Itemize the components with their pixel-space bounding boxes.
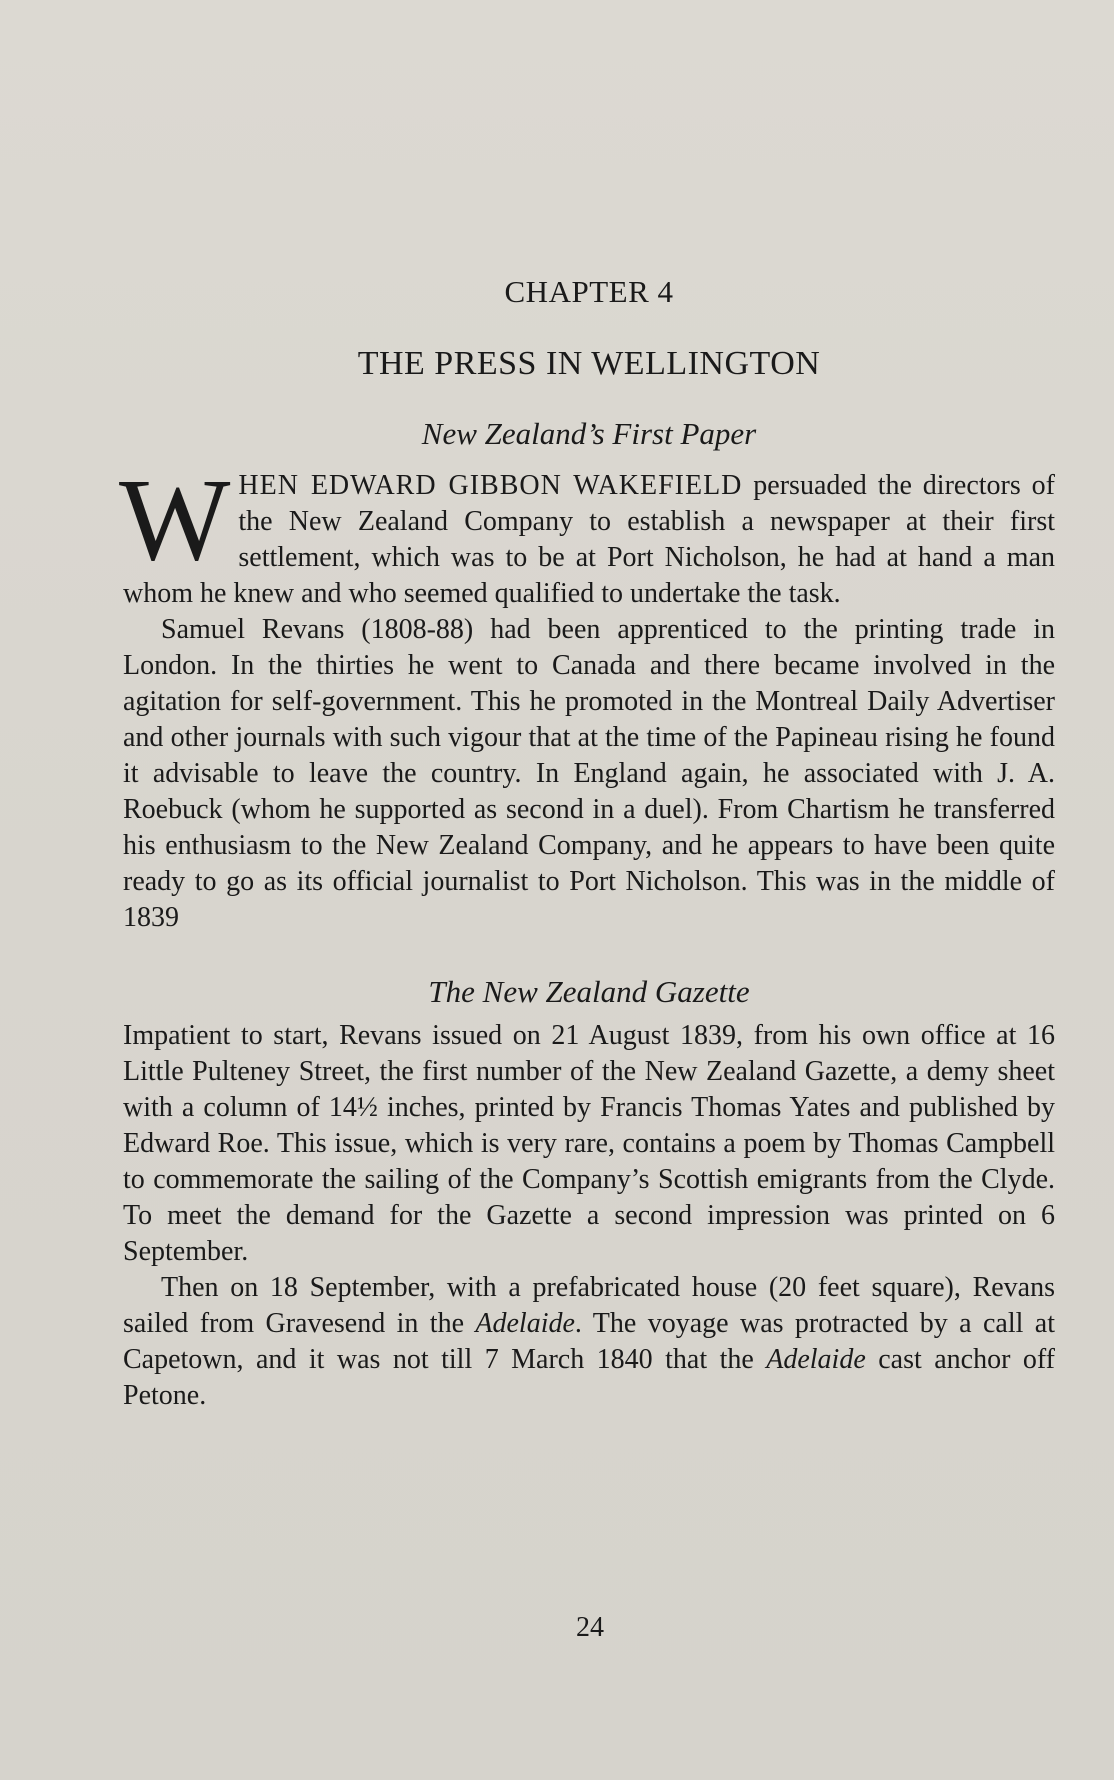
chapter-title: THE PRESS IN WELLINGTON [357, 345, 821, 382]
paragraph-voyage [123, 1270, 1055, 1414]
paragraph-text: persuaded the directors of the New Zealand Company to establish a newspaper at their first settlement, which was to be at Port Nicholson, he had at hand a man whom he knew and who seemed qualified to undertake the task. [123, 470, 1055, 609]
drop-cap: W [119, 454, 231, 585]
section-heading-first-paper: New Zealand’s First Paper [421, 416, 757, 451]
page-number: 24 [576, 1612, 604, 1643]
ship-name: Adelaide [475, 1308, 575, 1339]
paragraph-text: Then on 18 September, with a prefabricated house (20 feet square), Revans sailed from Gravesend in the [123, 1272, 1055, 1339]
chapter-number: CHAPTER 4 [504, 274, 674, 309]
section-heading-gazette: The New Zealand Gazette [428, 974, 750, 1009]
text-column [119, 270, 1056, 1414]
ship-name: Adelaide [766, 1344, 866, 1375]
paragraph-wakefield [119, 454, 1055, 612]
paragraph-text: . The voyage was protracted by a call at Capetown, and it was not till 7 March 1840 that the [123, 1308, 1055, 1375]
paragraph-text: cast anchor off Petone. [123, 1344, 1056, 1411]
paragraph-revans: Samuel Revans (1808-88) had been apprenticed to the printing trade in London. In the thirties he went to Canada and there became involved in the agitation for self-government. This he promoted in the Montreal Daily Advertiser and other journals with such vigour that at the time of the Papineau rising he found it advisable to leave the country. In England again, he associated with J. A. Roebuck (whom he supported as second in a duel). From Chartism he transferred his enthusiasm to the New Zealand Company, and he appears to have been quite ready to go as its official journalist to Port Nicholson. This was in the middle of 1839 [123, 614, 1055, 933]
opening-small-caps: HEN EDWARD GIBBON WAKEFIELD [238, 470, 743, 501]
paragraph-gazette: Impatient to start, Revans issued on 21 August 1839, from his own office at 16 Little Pulteney Street, the first number of the New Zealand Gazette, a demy sheet with a column of 14½ inches, printed by Francis Thomas Yates and published by Edward Roe. This issue, which is very rare, contains a poem by Thomas Campbell to commemorate the sailing of the Company’s Scottish emigrants from the Clyde. To meet the demand for the Gazette a second impression was printed on 6 September. [123, 1020, 1055, 1267]
section-gap [123, 936, 1055, 964]
